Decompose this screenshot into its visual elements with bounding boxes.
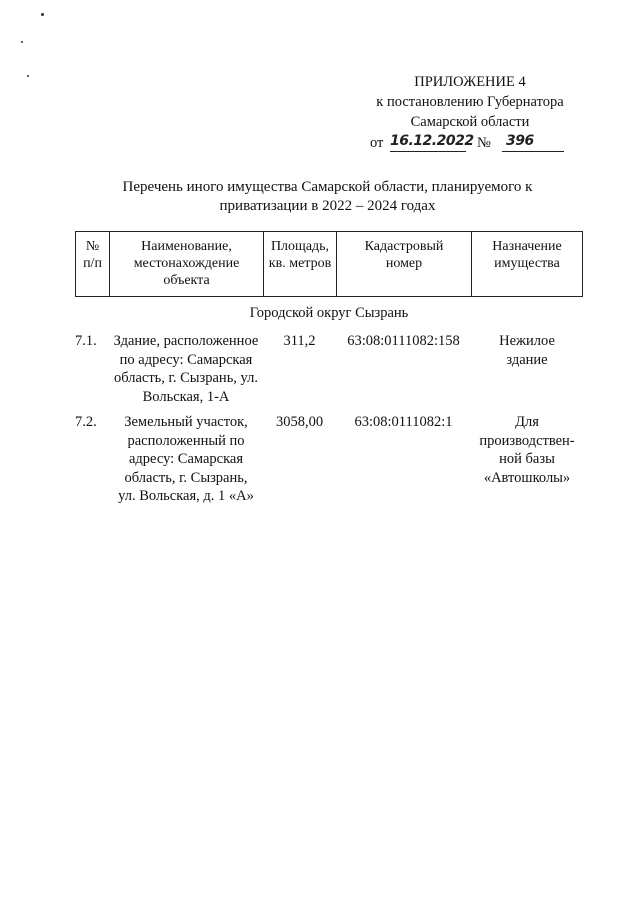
appendix-block [360, 72, 580, 155]
table-row [75, 413, 583, 506]
row-number: 7.2. [75, 414, 97, 430]
appendix-title: ПРИЛОЖЕНИЕ 4 [414, 74, 526, 90]
row-purpose: Для производствен-ной базы «Автошколы» [479, 414, 575, 486]
row-name: Земельный участок, расположенный по адресу: Самарская область, г. Сызрань, ул. Вольская, д. 1 «А» [118, 414, 254, 504]
section-title: Городской округ Сызрань [249, 305, 409, 321]
scan-speck [27, 75, 29, 77]
header-purpose: Назначение имущества [492, 239, 562, 271]
row-number: 7.1. [75, 333, 97, 349]
header-number: № п/п [76, 232, 110, 296]
scan-speck [41, 13, 44, 16]
table-row [75, 332, 583, 406]
table-header [75, 231, 583, 297]
title-line-2: приватизации в 2022 – 2024 годах [219, 198, 436, 214]
header-name: Наименование, местонахождение объекта [110, 232, 264, 296]
appendix-decree: к постановлению Губернатора [376, 94, 564, 110]
row-area: 3058,00 [275, 414, 324, 430]
appendix-region: Самарской области [410, 114, 530, 130]
date-label: от [370, 135, 384, 151]
row-cadastral: 63:08:0111082:1 [354, 414, 453, 430]
row-cadastral: 63:08:0111082:158 [347, 333, 460, 349]
header-cadastral: Кадастровый номер [337, 232, 472, 296]
number-value: 396 [502, 131, 564, 152]
appendix-date-number [360, 133, 580, 155]
document-title [60, 178, 595, 216]
number-label: № [477, 135, 491, 151]
header-area: Площадь, кв. метров [264, 232, 337, 296]
date-value: 16.12.2022 [390, 131, 466, 152]
title-line-1: Перечень иного имущества Самарской области, планируемого к [122, 179, 533, 195]
row-area: 311,2 [283, 333, 316, 349]
row-name: Здание, расположенное по адресу: Самарская область, г. Сызрань, ул. Вольская, 1-А [113, 333, 259, 405]
scan-speck [21, 41, 23, 43]
row-purpose: Нежилое здание [499, 333, 555, 368]
